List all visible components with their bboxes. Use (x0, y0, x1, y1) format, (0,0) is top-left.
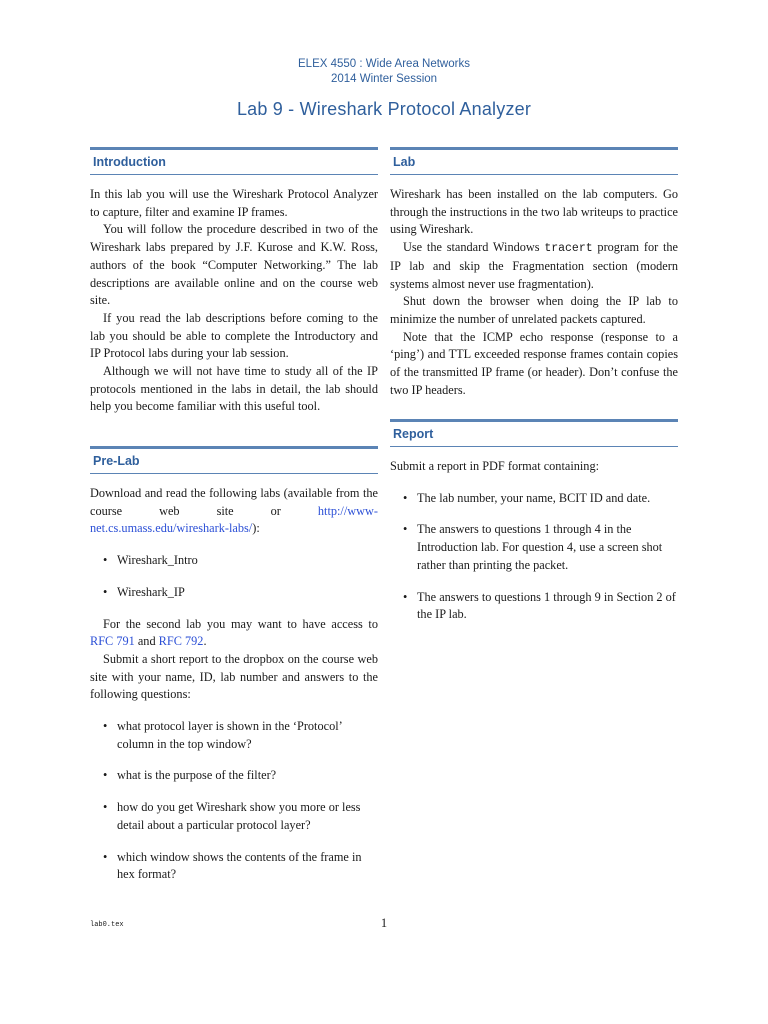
lab-list (90, 552, 378, 601)
introduction-heading: Introduction (90, 147, 378, 175)
wireshark-labs-link[interactable]: http://www-net.cs.umass.edu/wireshark-labs/ (90, 503, 378, 536)
bullet-icon: • (403, 490, 408, 505)
course-header (0, 57, 768, 87)
prelab-body (90, 485, 378, 884)
list-item (390, 521, 678, 574)
prelab-text: For the second lab you may want to have access to (103, 616, 378, 631)
rfc791-link[interactable]: RFC 791 (90, 634, 135, 649)
lab-text: program for the IP lab and skip the Fragmentation section (modern systems almost never use fragmentation). (390, 240, 678, 291)
page-title: Lab 9 - Wireshark Protocol Analyzer (236, 99, 532, 119)
bullet-icon: • (103, 584, 108, 599)
prelab-paragraph (90, 485, 378, 538)
list-item (90, 849, 378, 884)
report-list (390, 490, 678, 624)
list-item (90, 584, 378, 602)
bullet-icon: • (103, 553, 108, 568)
lab-body (390, 186, 678, 399)
report-heading: Report (390, 419, 678, 447)
prelab-paragraph (90, 616, 378, 651)
list-item (90, 552, 378, 570)
prelab-text: . (203, 634, 207, 649)
introduction-body (90, 186, 378, 416)
introduction-paragraph: If you read the lab descriptions before coming to the lab you should be able to complete the Introductory and IP Protocol labs during your lab session. (90, 310, 378, 361)
list-item-text: what is the purpose of the filter? (117, 768, 277, 783)
prelab-text: ): (252, 521, 260, 536)
list-item-text: The lab number, your name, BCIT ID and date. (417, 490, 651, 505)
list-item-text: The answers to questions 1 through 9 in Section 2 of the IP lab. (417, 589, 676, 622)
lab-paragraph: Note that the ICMP echo response (response to a ‘ping’) and TTL exceeded response frames contain copies of the transmitted IP frame (or header). Don’t confuse the two IP headers. (390, 329, 678, 397)
bullet-icon: • (103, 768, 108, 783)
prelab-text: Download and read the following labs (available from the course web site or (90, 486, 378, 518)
introduction-paragraph: Although we will not have time to study all of the IP protocols mentioned in the labs in detail, the lab should help you become familiar with this useful tool. (90, 364, 378, 414)
introduction-paragraph: You will follow the procedure described in two of the Wireshark labs prepared by J.F. Kurose and K.W. Ross, authors of the book “Computer Networking.” The lab descriptions are available online and on the course web site. (90, 222, 378, 308)
course-name: ELEX 4550 : Wide Area Networks (298, 58, 470, 70)
lab-text: Use the standard Windows (403, 240, 545, 255)
prelab-section (90, 446, 378, 884)
introduction-section (90, 147, 378, 416)
list-item-text: what protocol layer is shown in the ‘Protocol’ column in the top window? (117, 719, 342, 751)
bullet-icon: • (103, 719, 108, 734)
lab-heading: Lab (390, 147, 678, 175)
list-item (390, 490, 678, 508)
introduction-paragraph: In this lab you will use the Wireshark Protocol Analyzer to capture, filter and examine IP frames. (90, 187, 378, 219)
report-section (390, 419, 678, 624)
lab-section (390, 147, 678, 399)
tracert-command: tracert (544, 242, 593, 256)
list-item (90, 718, 378, 753)
course-session: 2014 Winter Session (330, 73, 438, 85)
lab-paragraph: Shut down the browser when doing the IP lab to minimize the number of unrelated packets captured. (390, 294, 678, 326)
list-item (90, 767, 378, 785)
bullet-icon: • (103, 849, 108, 864)
prelab-text: and (134, 634, 159, 649)
list-item-text: The answers to questions 1 through 4 in the Introduction lab. For question 4, use a screen shot rather than printing the packet. (417, 522, 663, 572)
bullet-icon: • (403, 589, 408, 604)
prelab-heading: Pre-Lab (90, 446, 378, 474)
source-filename: lab0.tex (90, 921, 124, 929)
bullet-icon: • (403, 522, 408, 537)
list-item-text: how do you get Wireshark show you more or less detail about a particular protocol layer? (117, 800, 361, 832)
prelab-paragraph: Submit a short report to the dropbox on the course web site with your name, ID, lab number and answers to the following questions: (90, 651, 378, 702)
lab-paragraph (390, 239, 678, 293)
rfc792-link[interactable]: RFC 792 (158, 634, 204, 649)
list-item (90, 799, 378, 834)
question-list (90, 718, 378, 884)
report-body (390, 458, 678, 624)
list-item-text: Wireshark_IP (117, 584, 185, 599)
list-item-text: Wireshark_Intro (117, 553, 198, 568)
list-item-text: which window shows the contents of the frame in hex format? (117, 849, 362, 882)
list-item (390, 589, 678, 624)
lab-paragraph: Wireshark has been installed on the lab computers. Go through the instructions in the two lab writeups to practice using Wireshark. (390, 187, 678, 237)
page-number: 1 (380, 916, 388, 930)
bullet-icon: • (103, 800, 108, 815)
report-paragraph: Submit a report in PDF format containing: (390, 459, 600, 473)
